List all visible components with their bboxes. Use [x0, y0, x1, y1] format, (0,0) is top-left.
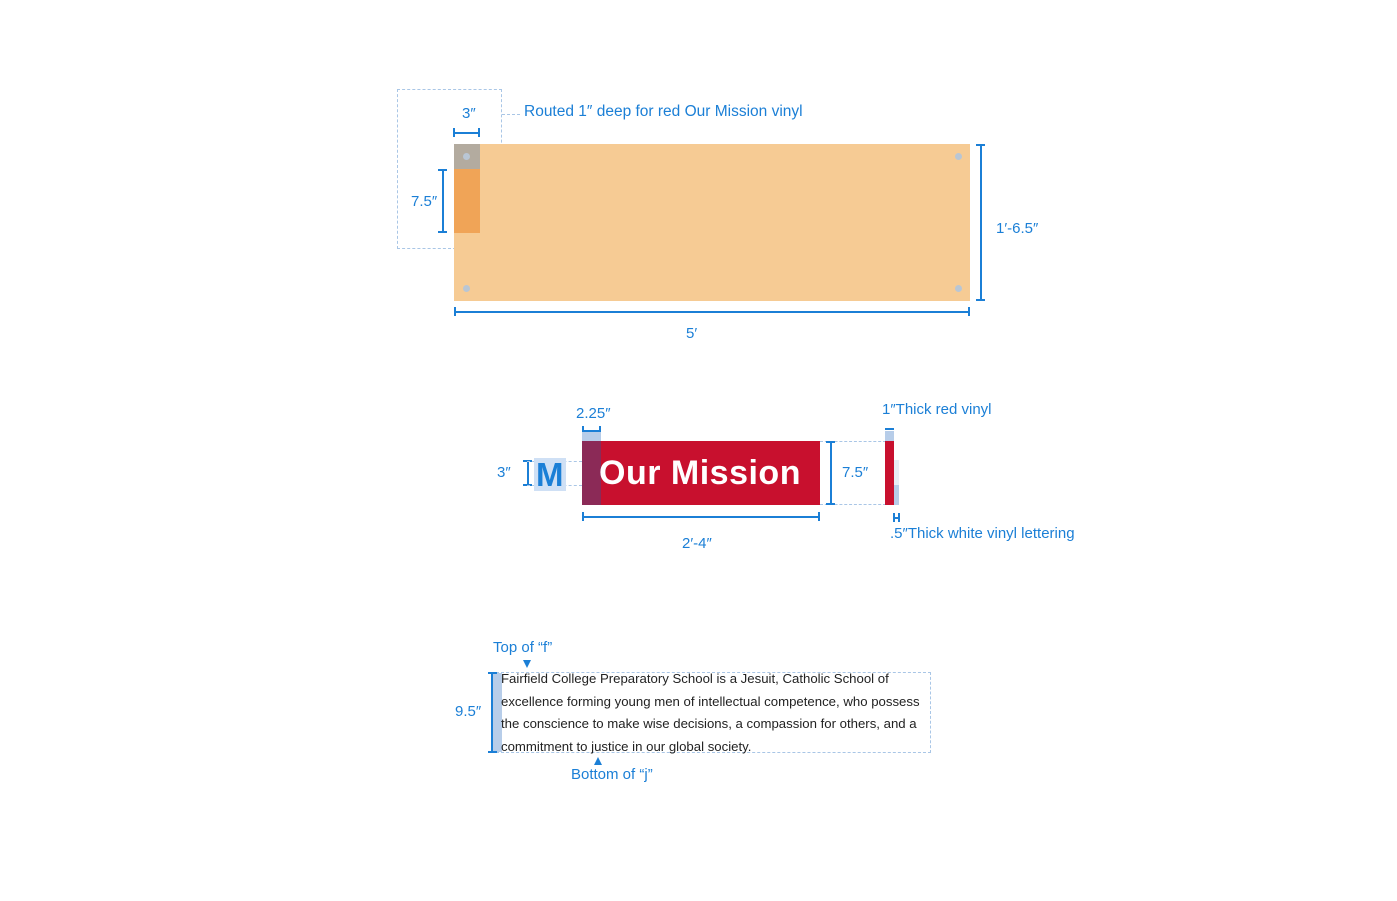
screw-icon: [955, 153, 962, 160]
strip-height-dimension: [830, 441, 832, 504]
bottom-of-j-note: Bottom of “j”: [571, 766, 653, 783]
notch-height-label: 7.5″: [411, 193, 438, 210]
letter-height-label: 3″: [497, 464, 511, 481]
paragraph-height-dimension: [491, 673, 493, 752]
white-thickness-label: .5″Thick white vinyl lettering: [890, 525, 1075, 542]
strip-height-label: 7.5″: [842, 464, 869, 481]
our-mission-title: Our Mission: [599, 454, 801, 492]
notch-width-label: 3″: [462, 105, 476, 122]
notch-width-dimension: [454, 132, 480, 134]
screw-icon: [463, 153, 470, 160]
paragraph-height-label: 9.5″: [455, 703, 482, 720]
panel: [454, 144, 970, 301]
mission-paragraph: [501, 668, 933, 758]
top-of-f-note: Top of “f”: [493, 639, 553, 656]
red-vinyl-section: [885, 441, 894, 505]
arrow-down-icon: [523, 660, 531, 668]
paragraph-line: the conscience to make wise decisions, a compassion for others, and a: [501, 716, 917, 731]
panel-width-dimension: [455, 311, 969, 313]
panel-height-label: 1′-6.5″: [996, 220, 1039, 237]
panel-height-dimension: [980, 144, 982, 300]
routed-note: Routed 1″ deep for red Our Mission vinyl: [524, 103, 803, 120]
notch-height-dimension: [442, 170, 444, 232]
letter-sample: M: [536, 456, 564, 493]
letter-height-dimension: [527, 461, 529, 485]
paragraph-line: Fairfield College Preparatory School is a Jesuit, Catholic School of: [501, 671, 889, 686]
arrow-up-icon: [594, 757, 602, 765]
panel-width-label: 5′: [686, 325, 698, 342]
red-thickness-label: 1″Thick red vinyl: [882, 401, 992, 418]
screw-icon: [955, 285, 962, 292]
routed-leader-line: [502, 114, 520, 115]
screw-icon: [463, 285, 470, 292]
paragraph-line: excellence forming young men of intellectual competence, who possess: [501, 693, 920, 709]
margin-label: 2.25″: [576, 405, 611, 422]
strip-length-dimension: [583, 516, 819, 518]
strip-length-label: 2′-4″: [682, 535, 712, 552]
paragraph-line: commitment to justice in our global society.: [501, 738, 752, 754]
